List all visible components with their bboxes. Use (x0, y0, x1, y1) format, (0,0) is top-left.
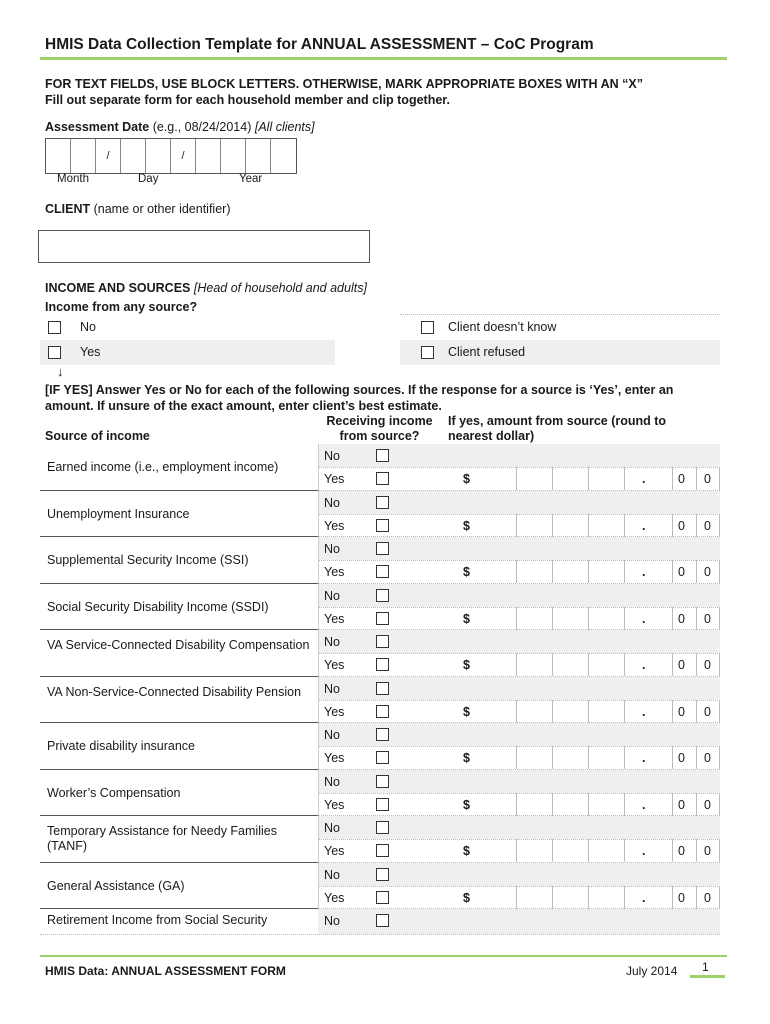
no-label: No (324, 774, 340, 789)
income-any-refused-row (400, 340, 720, 365)
income-source-row (0, 491, 770, 538)
divider (318, 886, 720, 887)
decimal-point: . (642, 844, 646, 858)
date-day-digit-1[interactable] (121, 139, 146, 173)
instructions-line-1: FOR TEXT FIELDS, USE BLOCK LETTERS. OTHERWISE, MARK APPROPRIATE BOXES WITH AN “X” (45, 77, 643, 91)
income-any-refused-checkbox[interactable] (421, 346, 434, 359)
decimal-point: . (642, 565, 646, 579)
client-name-field[interactable] (38, 230, 370, 263)
date-year-digit-2[interactable] (221, 139, 246, 173)
no-label: No (324, 914, 340, 928)
amount-digit-divider (624, 793, 625, 816)
cents-digit: 0 (704, 844, 711, 858)
income-source-row (0, 770, 770, 817)
source-no-row (318, 491, 720, 514)
yes-label: Yes (324, 797, 345, 812)
page-title: HMIS Data Collection Template for ANNUAL ASSESSMENT – CoC Program (45, 36, 594, 53)
amount-digit-divider (516, 560, 517, 583)
amount-digit-divider (672, 700, 673, 723)
source-label: VA Non-Service-Connected Disability Pension (47, 684, 302, 699)
amount-digit-divider (672, 514, 673, 537)
income-any-no-label: No (80, 320, 96, 334)
amount-digit-divider (516, 467, 517, 490)
income-any-dk-row (400, 316, 720, 340)
column-divider (719, 746, 720, 769)
source-yes-row (318, 700, 720, 723)
amount-digit-divider (672, 560, 673, 583)
income-source-row (0, 584, 770, 631)
source-yes-row (318, 514, 720, 537)
column-divider (318, 816, 319, 863)
cents-digit: 0 (704, 704, 711, 719)
date-day-label: Day (138, 173, 159, 185)
divider (318, 653, 720, 654)
divider (318, 514, 720, 515)
source-yes-row (318, 653, 720, 676)
source-no-row (318, 863, 720, 886)
income-source-row (0, 444, 770, 491)
yes-label: Yes (324, 472, 345, 486)
cents-digit: 0 (704, 472, 711, 486)
decimal-point: . (642, 472, 646, 486)
amount-digit-divider (516, 700, 517, 723)
amount-digit-divider (672, 467, 673, 490)
column-divider (719, 839, 720, 862)
amount-digit-divider (516, 514, 517, 537)
amount-digit-divider (696, 467, 697, 490)
dollar-sign: $ (463, 565, 470, 579)
no-label: No (324, 449, 340, 463)
source-yes-checkbox[interactable] (376, 472, 389, 485)
assessment-date-label: Assessment Date (e.g., 08/24/2014) [All clients] (45, 120, 315, 134)
amount-digit-divider (516, 607, 517, 630)
footer-line (40, 955, 727, 957)
source-yes-row (318, 560, 720, 583)
source-yes-checkbox[interactable] (376, 844, 389, 857)
source-yes-checkbox[interactable] (376, 658, 389, 671)
amount-digit-divider (588, 839, 589, 862)
no-label: No (324, 681, 340, 696)
column-divider (719, 793, 720, 816)
income-any-dk-checkbox[interactable] (421, 321, 434, 334)
column-divider (719, 560, 720, 583)
amount-digit-divider (624, 467, 625, 490)
source-no-checkbox[interactable] (376, 589, 389, 602)
source-label: Private disability insurance (47, 739, 195, 754)
decimal-point: . (642, 797, 646, 812)
amount-digit-divider (696, 746, 697, 769)
income-any-no-row (40, 316, 335, 340)
divider (400, 314, 720, 315)
yes-label: Yes (324, 611, 345, 626)
source-yes-row (318, 746, 720, 769)
yes-label: Yes (324, 565, 345, 579)
source-no-checkbox[interactable] (376, 728, 389, 741)
column-divider (318, 491, 319, 538)
source-label: Earned income (i.e., employment income) (47, 460, 279, 475)
amount-digit-divider (588, 653, 589, 676)
yes-label: Yes (324, 518, 345, 533)
income-any-yes-row (40, 340, 335, 365)
divider (40, 934, 720, 935)
amount-digit-divider (552, 839, 553, 862)
cents-digit: 0 (678, 565, 685, 579)
dollar-sign: $ (463, 518, 470, 533)
page-number: 1 (702, 960, 709, 974)
amount-digit-divider (624, 514, 625, 537)
cents-digit: 0 (704, 658, 711, 672)
source-yes-row (318, 467, 720, 490)
income-source-row (0, 723, 770, 770)
source-label: Temporary Assistance for Needy Families (TANF) (47, 824, 277, 854)
cents-digit: 0 (678, 658, 685, 672)
decimal-point: . (642, 518, 646, 533)
amount-digit-divider (552, 607, 553, 630)
source-no-row (318, 584, 720, 607)
amount-digit-divider (672, 653, 673, 676)
source-label: VA Service-Connected Disability Compensation (47, 638, 310, 653)
amount-digit-divider (672, 607, 673, 630)
source-no-checkbox[interactable] (376, 449, 389, 462)
column-divider (318, 863, 319, 910)
source-yes-checkbox[interactable] (376, 565, 389, 578)
column-divider (719, 514, 720, 537)
income-source-row (0, 630, 770, 677)
column-divider (318, 677, 319, 724)
cents-digit: 0 (678, 797, 685, 812)
source-yes-row (318, 793, 720, 816)
cents-digit: 0 (704, 797, 711, 812)
no-label: No (324, 728, 340, 742)
decimal-point: . (642, 890, 646, 905)
source-no-row (318, 630, 720, 653)
amount-digit-divider (552, 653, 553, 676)
dollar-sign: $ (463, 472, 470, 486)
yes-label: Yes (324, 751, 345, 765)
source-yes-checkbox[interactable] (376, 612, 389, 625)
income-source-row (0, 537, 770, 584)
amount-digit-divider (588, 607, 589, 630)
source-divider (40, 908, 318, 909)
footer-form-name: HMIS Data: ANNUAL ASSESSMENT FORM (45, 964, 286, 978)
instructions (45, 76, 643, 108)
instructions-line-2: Fill out separate form for each household member and clip together. (45, 93, 450, 107)
source-yes-checkbox[interactable] (376, 751, 389, 764)
amount-digit-divider (624, 839, 625, 862)
amount-digit-divider (696, 700, 697, 723)
amount-digit-divider (696, 886, 697, 909)
cents-digit: 0 (678, 751, 685, 765)
income-source-row (0, 863, 770, 910)
source-yes-checkbox[interactable] (376, 705, 389, 718)
source-no-row (318, 677, 720, 700)
income-any-yes-checkbox[interactable] (48, 346, 61, 359)
yes-label: Yes (324, 890, 345, 905)
amount-digit-divider (588, 793, 589, 816)
cents-digit: 0 (678, 518, 685, 533)
amount-digit-divider (624, 746, 625, 769)
amount-digit-divider (552, 560, 553, 583)
amount-digit-divider (624, 653, 625, 676)
income-any-no-checkbox[interactable] (48, 321, 61, 334)
no-label: No (324, 542, 340, 556)
amount-digit-divider (696, 839, 697, 862)
divider (318, 560, 720, 561)
no-label: No (324, 635, 340, 649)
yes-label: Yes (324, 844, 345, 858)
dollar-sign: $ (463, 611, 470, 626)
amount-digit-divider (588, 514, 589, 537)
amount-digit-divider (696, 653, 697, 676)
cents-digit: 0 (678, 472, 685, 486)
cents-digit: 0 (704, 565, 711, 579)
income-heading: INCOME AND SOURCES [Head of household and adults] (45, 281, 367, 295)
dollar-sign: $ (463, 797, 470, 812)
divider (318, 607, 720, 608)
column-divider (719, 653, 720, 676)
amount-digit-divider (696, 560, 697, 583)
source-yes-row (318, 607, 720, 630)
source-no-checkbox[interactable] (376, 542, 389, 555)
column-divider (318, 630, 319, 677)
source-no-row (318, 816, 720, 839)
amount-digit-divider (516, 793, 517, 816)
amount-digit-divider (516, 746, 517, 769)
column-divider (318, 537, 319, 584)
decimal-point: . (642, 704, 646, 719)
decimal-point: . (642, 751, 646, 765)
amount-digit-divider (516, 886, 517, 909)
column-divider (318, 584, 319, 631)
cents-digit: 0 (678, 844, 685, 858)
source-no-checkbox[interactable] (376, 682, 389, 695)
dollar-sign: $ (463, 890, 470, 905)
page-number-underline (690, 975, 725, 978)
amount-digit-divider (552, 746, 553, 769)
title-underline (40, 57, 727, 60)
yes-label: Yes (324, 658, 345, 672)
date-month-digit-2[interactable] (71, 139, 96, 173)
cents-digit: 0 (704, 890, 711, 905)
dollar-sign: $ (463, 751, 470, 765)
source-label-retirement: Retirement Income from Social Security (47, 913, 268, 927)
column-divider (719, 700, 720, 723)
retirement-no-row (318, 909, 720, 934)
dollar-sign: $ (463, 704, 470, 719)
amount-digit-divider (672, 839, 673, 862)
amount-digit-divider (696, 793, 697, 816)
decimal-point: . (642, 611, 646, 626)
income-any-dk-label: Client doesn’t know (448, 320, 557, 334)
amount-digit-divider (552, 467, 553, 490)
amount-digit-divider (588, 886, 589, 909)
amount-digit-divider (672, 886, 673, 909)
amount-digit-divider (672, 793, 673, 816)
source-no-checkbox[interactable] (376, 821, 389, 834)
footer-date: July 2014 (626, 964, 678, 978)
divider (318, 839, 720, 840)
amount-digit-divider (552, 886, 553, 909)
down-arrow-icon: ↓ (57, 364, 64, 379)
amount-digit-divider (672, 746, 673, 769)
column-divider (719, 886, 720, 909)
date-month-label: Month (57, 173, 89, 185)
source-label: General Assistance (GA) (47, 878, 185, 893)
dollar-sign: $ (463, 844, 470, 858)
source-no-checkbox[interactable] (376, 496, 389, 509)
date-year-digit-3[interactable] (246, 139, 271, 173)
dollar-sign: $ (463, 658, 470, 672)
amount-digit-divider (696, 514, 697, 537)
cents-digit: 0 (678, 890, 685, 905)
amount-digit-divider (624, 886, 625, 909)
cents-digit: 0 (704, 751, 711, 765)
source-no-row (318, 770, 720, 793)
amount-digit-divider (552, 514, 553, 537)
divider (318, 700, 720, 701)
cents-digit: 0 (704, 518, 711, 533)
amount-digit-divider (696, 607, 697, 630)
source-no-checkbox[interactable] (376, 635, 389, 648)
amount-digit-divider (588, 746, 589, 769)
date-year-label: Year (239, 173, 263, 185)
retirement-no-checkbox[interactable] (376, 914, 389, 927)
source-yes-checkbox[interactable] (376, 798, 389, 811)
divider (318, 467, 720, 468)
source-yes-row (318, 886, 720, 909)
date-separator: / (96, 139, 121, 173)
source-label: Supplemental Security Income (SSI) (47, 553, 249, 568)
client-label: CLIENT (name or other identifier) (45, 202, 231, 216)
source-label: Social Security Disability Income (SSDI) (47, 599, 269, 614)
yes-label: Yes (324, 704, 345, 719)
no-label: No (324, 821, 340, 835)
amount-digit-divider (552, 793, 553, 816)
decimal-point: . (642, 658, 646, 672)
amount-digit-divider (588, 560, 589, 583)
income-question: Income from any source? (45, 300, 198, 314)
no-label: No (324, 867, 340, 882)
amount-digit-divider (588, 700, 589, 723)
source-yes-row (318, 839, 720, 862)
divider (318, 793, 720, 794)
assessment-date-field[interactable] (45, 138, 297, 174)
income-any-yes-label: Yes (80, 345, 101, 359)
cents-digit: 0 (678, 611, 685, 626)
column-divider (318, 723, 319, 770)
col-header-amount: If yes, amount from source (round to nearest dollar) (448, 414, 667, 443)
no-label: No (324, 588, 340, 603)
amount-digit-divider (552, 700, 553, 723)
income-any-refused-label: Client refused (448, 345, 526, 359)
date-year-digit-4[interactable] (271, 139, 296, 173)
source-label: Unemployment Insurance (47, 506, 190, 521)
col-header-source: Source of income (45, 429, 150, 443)
column-divider (318, 444, 319, 491)
column-divider (318, 770, 319, 817)
income-source-row (0, 677, 770, 724)
column-divider (719, 467, 720, 490)
date-separator: / (171, 139, 196, 173)
column-divider (719, 607, 720, 630)
date-day-digit-2[interactable] (146, 139, 171, 173)
source-yes-checkbox[interactable] (376, 891, 389, 904)
col-header-receiving: Receiving income from source? (326, 414, 433, 443)
source-yes-checkbox[interactable] (376, 519, 389, 532)
source-no-row (318, 444, 720, 467)
amount-digit-divider (624, 700, 625, 723)
date-month-digit-1[interactable] (46, 139, 71, 173)
cents-digit: 0 (704, 611, 711, 626)
income-source-row (0, 816, 770, 863)
source-no-row (318, 723, 720, 746)
source-no-row (318, 537, 720, 560)
divider (318, 746, 720, 747)
amount-digit-divider (624, 560, 625, 583)
amount-digit-divider (516, 653, 517, 676)
date-year-digit-1[interactable] (196, 139, 221, 173)
source-no-checkbox[interactable] (376, 868, 389, 881)
cents-digit: 0 (678, 704, 685, 719)
source-no-checkbox[interactable] (376, 775, 389, 788)
amount-digit-divider (516, 839, 517, 862)
source-label: Worker’s Compensation (47, 785, 181, 800)
no-label: No (324, 495, 340, 510)
if-yes-instructions: [IF YES] Answer Yes or No for each of the following sources. If the response for a source is ‘Yes’, enter an amount. If unsure of the exact amount, enter client’s best estimate. (45, 383, 674, 413)
amount-digit-divider (624, 607, 625, 630)
amount-digit-divider (588, 467, 589, 490)
